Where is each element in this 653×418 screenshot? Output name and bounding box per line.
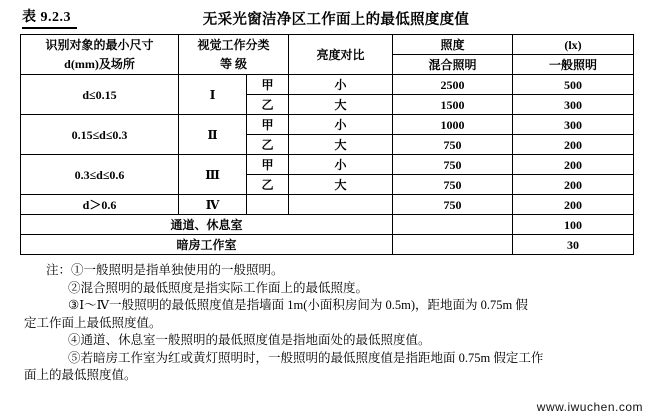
cell-size: 0.3≤d≤0.6 <box>21 155 179 195</box>
header-contrast: 亮度对比 <box>289 35 393 75</box>
table-header-row-1 <box>21 35 634 55</box>
note-line <box>24 262 633 280</box>
table-row <box>21 235 634 255</box>
cell-grade: Ⅰ <box>179 75 247 115</box>
cell-mark: 甲 <box>247 115 289 135</box>
note-text: ⑤若暗房工作室为红或黄灯照明时，一般照明的最低照度值是指距地面 0.75m 假定工作 <box>68 350 544 365</box>
cell-general: 200 <box>513 155 634 175</box>
notes-label: 注： <box>46 263 72 277</box>
header-grade: 等 级 <box>179 55 289 75</box>
note-line <box>24 367 633 385</box>
note-line <box>24 332 633 350</box>
cell-mixed: 750 <box>393 155 513 175</box>
header-general-lighting: 一般照明 <box>513 55 634 75</box>
cell-grade: Ⅳ <box>179 195 247 215</box>
cell-mark: 乙 <box>247 135 289 155</box>
cell-contrast: 小 <box>289 115 393 135</box>
note-line <box>24 280 633 298</box>
cell-grade: Ⅱ <box>179 115 247 155</box>
note-text: ②混合照明的最低照度是指实际工作面上的最低照度。 <box>68 280 369 295</box>
cell-grade: Ⅲ <box>179 155 247 195</box>
cell-general: 200 <box>513 195 634 215</box>
note-text: ④通道、休息室一般照明的最低照度值是指地面处的最低照度值。 <box>68 333 431 347</box>
cell-general: 300 <box>513 95 634 115</box>
cell-contrast: 小 <box>289 155 393 175</box>
cell-size: 0.15≤d≤0.3 <box>21 115 179 155</box>
table-row <box>21 215 634 235</box>
cell-size: d≤0.15 <box>21 75 179 115</box>
cell-mixed: 2500 <box>393 75 513 95</box>
header-unit-lx: (lx) <box>513 35 634 55</box>
cell-general: 200 <box>513 175 634 195</box>
note-text: 面上的最低照度值。 <box>24 368 137 382</box>
cell-general: 500 <box>513 75 634 95</box>
table-row <box>21 155 634 175</box>
cell-contrast: 大 <box>289 135 393 155</box>
note-text: ①一般照明是指单独使用的一般照明。 <box>71 263 284 277</box>
cell-mark <box>247 195 289 215</box>
footer-watermark: www.iwuchen.com <box>536 400 643 414</box>
cell-general: 100 <box>513 215 634 235</box>
cell-area-label: 暗房工作室 <box>21 235 393 255</box>
header-visual-class-group: 视觉工作分类 <box>179 35 289 55</box>
cell-contrast <box>289 195 393 215</box>
cell-mixed: 1500 <box>393 95 513 115</box>
cell-contrast: 大 <box>289 175 393 195</box>
cell-general: 200 <box>513 135 634 155</box>
cell-mixed <box>393 235 513 255</box>
table-caption: 无采光窗洁净区工作面上的最低照度度值 <box>202 12 470 28</box>
note-line <box>24 297 633 315</box>
cell-mark: 甲 <box>247 75 289 95</box>
table-row <box>21 115 634 135</box>
cell-contrast: 大 <box>289 95 393 115</box>
table-row <box>21 195 634 215</box>
notes-block <box>0 262 653 385</box>
cell-mark: 甲 <box>247 155 289 175</box>
note-line <box>24 315 633 333</box>
note-text: ③Ⅰ～Ⅳ一般照明的最低照度值是指墙面 1m(小面积房间为 0.5m)，距地面为 0.75m 假 <box>68 298 528 312</box>
title-row <box>0 0 653 32</box>
cell-mixed: 750 <box>393 195 513 215</box>
illuminance-table <box>20 34 634 255</box>
cell-general: 300 <box>513 115 634 135</box>
header-size-line2: d(mm)及场所 <box>21 55 179 75</box>
cell-mixed: 750 <box>393 175 513 195</box>
cell-general: 30 <box>513 235 634 255</box>
note-text: 定工作面上最低照度值。 <box>24 315 162 330</box>
cell-mark: 乙 <box>247 95 289 115</box>
cell-area-label: 通道、休息室 <box>21 215 393 235</box>
cell-contrast: 小 <box>289 75 393 95</box>
header-mixed-lighting: 混合照明 <box>393 55 513 75</box>
cell-mark: 乙 <box>247 175 289 195</box>
cell-mixed: 1000 <box>393 115 513 135</box>
header-size-line1: 识别对象的最小尺寸 <box>21 35 179 55</box>
table-row <box>21 75 634 95</box>
header-illuminance-group: 照度 <box>393 35 513 55</box>
cell-mixed <box>393 215 513 235</box>
cell-mixed: 750 <box>393 135 513 155</box>
table-number: 表 9.2.3 <box>22 6 77 29</box>
note-line <box>24 350 633 368</box>
cell-size: d＞0.6 <box>21 195 179 215</box>
